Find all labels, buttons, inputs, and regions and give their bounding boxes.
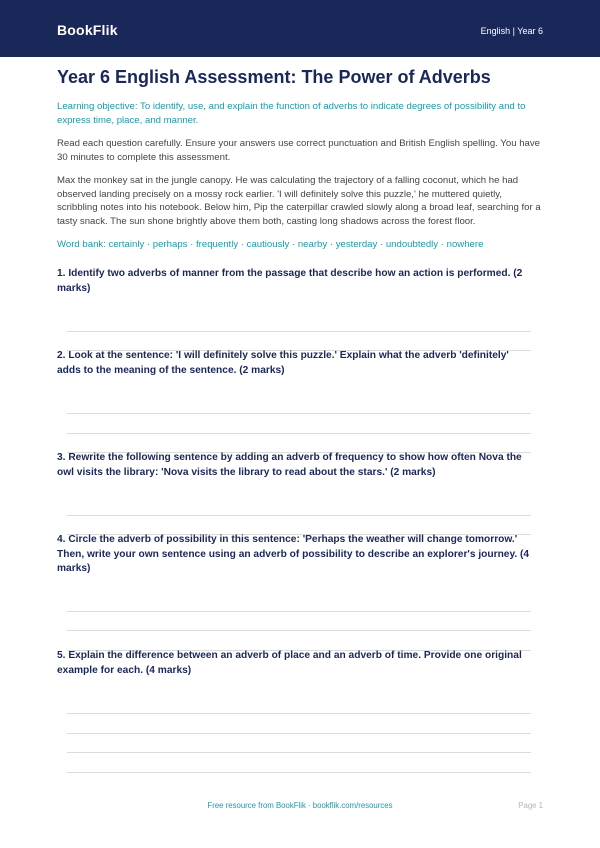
answer-line[interactable] [67,772,531,773]
answer-line[interactable] [67,733,531,734]
page-number: Page 1 [518,801,543,810]
intro-section [57,66,543,252]
answer-line[interactable] [67,611,531,612]
subject-label: English | Year 6 [480,26,543,36]
answer-line[interactable] [67,433,531,434]
answer-line[interactable] [67,752,531,753]
page-header [0,0,600,57]
answer-line[interactable] [67,413,531,414]
page-title: Year 6 English Assessment: The Power of Adverbs [57,67,491,87]
learning-objective: Learning objective: To identify, use, and explain the function of adverbs to indicate degrees of possibility and to express time, place, and manner. [57,101,526,126]
brand-logo: BookFlik [57,22,118,38]
instructions: Read each question carefully. Ensure your answers use correct punctuation and British English spelling. You have 30 minutes to complete this assessment. [57,138,540,163]
answer-line[interactable] [67,713,531,714]
question-3: 3. Rewrite the following sentence by adding an adverb of frequency to show how often Nova the owl visits the library: 'Nova visits the library to read about the stars.' (2 marks) [57,452,522,478]
reading-passage: Max the monkey sat in the jungle canopy. He was calculating the trajectory of a falling coconut, which he had observed landing precisely on a mossy rock earlier. 'I will definitely solve this puzzle,' he muttered quietly, scribbling notes into his notebook. Below him, Pip the caterpillar crawled slowly along a broad leaf, searching for a tasty snack. The sun shone brightly above them both, casting long shadows across the forest floor. [57,175,541,227]
question-2: 2. Look at the sentence: 'I will definitely solve this puzzle.' Explain what the adverb 'definitely' adds to the meaning of the sentence. (2 marks) [57,350,509,376]
question-5: 5. Explain the difference between an adverb of place and an adverb of time. Provide one original example for each. (4 marks) [57,650,522,676]
answer-line[interactable] [67,331,531,332]
question-4: 4. Circle the adverb of possibility in this sentence: 'Perhaps the weather will change tomorrow.' Then, write your own sentence using an adverb of possibility to describe an explorer's journey. (4 marks) [57,534,530,574]
footer-link[interactable]: Free resource from BookFlik · bookflik.com/resources [207,801,393,810]
question-1: 1. Identify two adverbs of manner from the passage that describe how an action is performed. (2 marks) [57,268,523,294]
word-bank: Word bank: certainly · perhaps · frequently · cautiously · nearby · yesterday · undoubtedly · nowhere [57,239,484,250]
answer-line[interactable] [67,630,531,631]
answer-line[interactable] [67,515,531,516]
